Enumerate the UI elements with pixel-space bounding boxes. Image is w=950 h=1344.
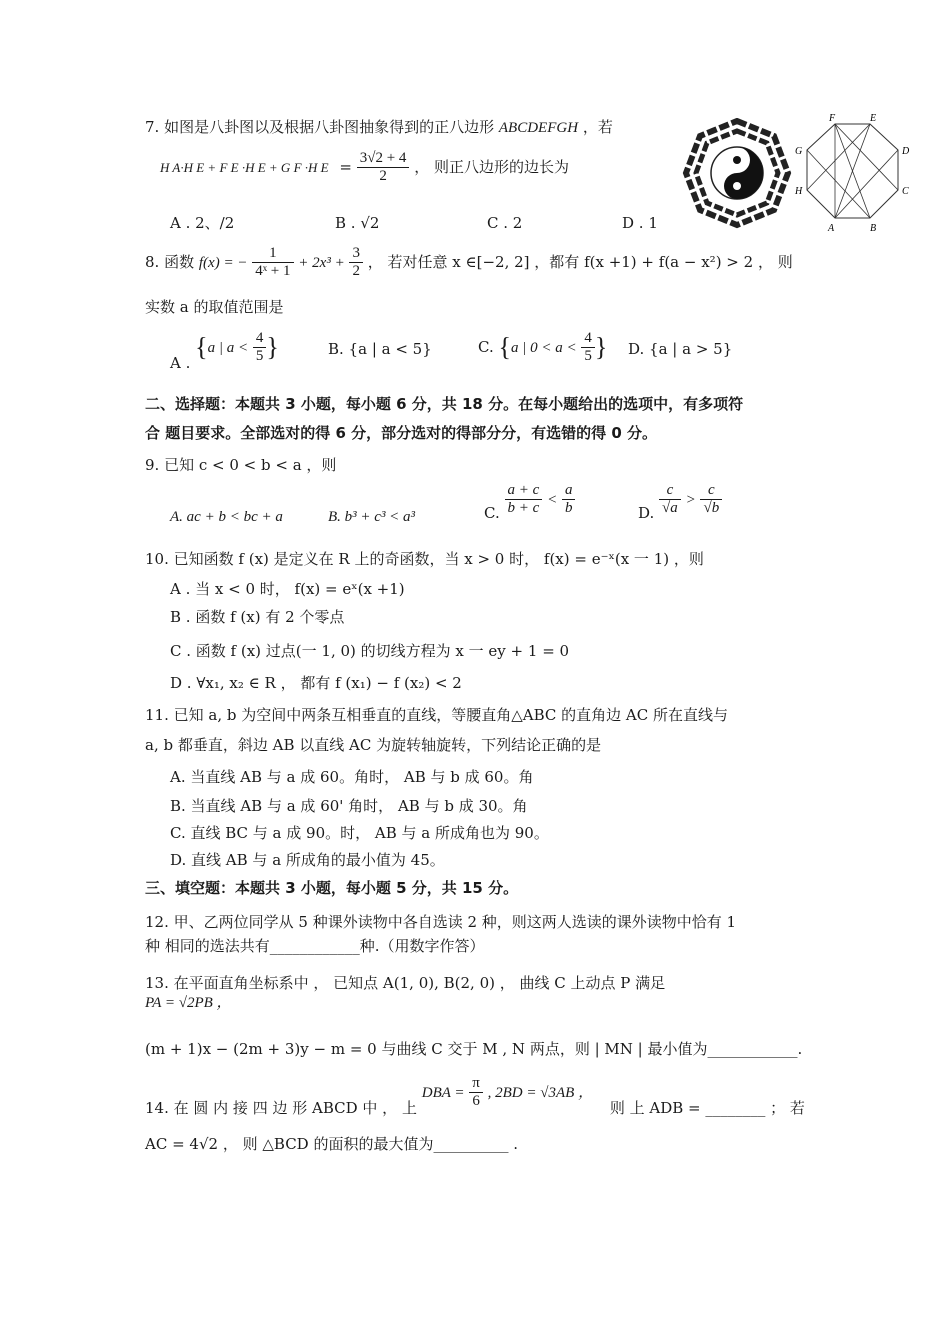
q11-line2: a, b 都垂直，斜边 AB 以直线 AC 为旋转轴旋转，下列结论正确的是	[145, 736, 602, 754]
octagon-label-d: D	[902, 146, 910, 157]
q14-line1: 14. 在 圆 内 接 四 边 形 ABCD 中 ， 上 DBA = $\frac{\pi}{6}$ , 2BD = √3AB ， 则 上 ADB = ________ ； 若	[145, 1075, 805, 1117]
q11-option-c: C. 直线 BC 与 a 成 90。时， AB 与 a 所成角也为 90。	[170, 824, 549, 842]
q10-stem: 10. 已知函数 f (x) 是定义在 R 上的奇函数，当 x > 0 时， f(x) = e⁻ˣ(x 一 1) ，则	[145, 550, 704, 568]
q10-option-b: B . 函数 f (x) 有 2 个零点	[170, 608, 345, 626]
q9-option-b: B. b³ + c³ < a³	[328, 509, 416, 525]
q9-option-a: A. ac + b < bc + a	[170, 509, 283, 525]
bagua-figure	[682, 118, 792, 233]
q13-line1: 13. 在平面直角坐标系中 ， 已知点 A(1, 0), B(2, 0) ， 曲线 C 上动点 P 满足	[145, 974, 666, 992]
q10-option-c: C . 函数 f (x) 过点(一 1, 0) 的切线方程为 x 一 ey + 1 = 0	[170, 642, 570, 660]
q9-option-c: C. $\frac{a + c}{b + c}$ < $\frac{a}{b}$	[484, 482, 575, 518]
q8-line2: 实数 a 的取值范围是	[145, 298, 284, 316]
octagon-label-f: F	[829, 113, 836, 124]
octagon-label-e: E	[870, 113, 877, 124]
q11-option-d: D. 直线 AB 与 a 所成角的最小值为 45。	[170, 851, 445, 869]
q13-line3: (m + 1)x − (2m + 3)y − m = 0 与曲线 C 交于 M , N 两点，则 | MN | 最小值为____________.	[145, 1040, 803, 1058]
octagon-label-b: B	[870, 223, 877, 234]
octagon-figure	[790, 112, 920, 237]
octagon-label-g: G	[795, 146, 803, 157]
q8-line1: 8. 函数 f(x) = − $\frac{1}{\text{4ˣ + 1}}$ + 2x³ + $\frac{3}{2}$ ， 若对任意 x ∈[−2, 2] ，都有 f(x +1) + f(a − x²) > 2 ， 则	[145, 245, 793, 280]
q7-option-d: D . 1	[622, 214, 658, 232]
q8-option-a: A . {a | a < $\frac{4}{5}$ }	[170, 330, 279, 372]
q7-option-a: A . 2、/2	[170, 214, 235, 232]
section2-heading-line1: 二、选择题：本题共 3 小题，每小题 6 分，共 18 分。在每小题给出的选项中，有多项符	[145, 395, 744, 413]
q10-option-a: A . 当 x < 0 时， f(x) = eˣ(x +1)	[170, 580, 405, 598]
q11-line1: 11. 已知 a, b 为空间中两条互相垂直的直线，等腰直角△ABC 的直角边 AC 所在直线与	[145, 706, 729, 724]
q10-option-d: D . ∀x₁, x₂ ∈ R ， 都有 f (x₁) − f (x₂) < 2	[170, 674, 462, 692]
section3-heading: 三、填空题：本题共 3 小题，每小题 5 分，共 15 分。	[145, 879, 519, 897]
q7-line1: 7. 如图是八卦图以及根据八卦图抽象得到的正八边形 ABCDEFGH ，若	[145, 118, 613, 136]
q8-option-d: D. {a | a > 5}	[628, 340, 733, 358]
octagon-label-c: C	[902, 186, 909, 197]
q11-option-b: B. 当直线 AB 与 a 成 60' 角时， AB 与 b 成 30。角	[170, 797, 528, 815]
q9-stem: 9. 已知 c < 0 < b < a ，则	[145, 456, 337, 474]
q12-line1: 12. 甲、乙两位同学从 5 种课外读物中各自选读 2 种，则这两人选读的课外读物中恰有 1	[145, 913, 737, 931]
q12-line2: 种 相同的选法共有____________种.（用数字作答）	[145, 937, 485, 955]
q7-fraction: $\frac{3√2 + 4}{2}$	[357, 150, 410, 186]
q7-vector-expression: H A·H E + F E ·H E + G F ·H E	[160, 159, 329, 175]
q14-line2: AC = 4√2 ， 则 △BCD 的面积的最大值为__________ .	[145, 1135, 519, 1153]
q13-line2: PA = √2PB ，	[145, 995, 232, 1011]
octagon-name: ABCDEFGH	[498, 120, 579, 136]
section2-heading-line2: 合 题目要求。全部选对的得 6 分，部分选对的得部分分，有选错的得 0 分。	[145, 424, 657, 442]
q7-vector-line: H A·H E + F E ·H E + G F ·H E = $\frac{3√2 + 4}{2}$ ， 则正八边形的边长为	[160, 150, 569, 185]
octagon-label-h: H	[795, 186, 803, 197]
q7-option-b: B . √2	[335, 214, 380, 232]
q9-option-d: D. $\frac{c}{√a}$ > $\frac{c}{√b}$	[638, 482, 722, 518]
q8-option-b: B. {a | a < 5}	[328, 340, 432, 358]
q8-option-c: C. {a | 0 < a < $\frac{4}{5}$ }	[478, 330, 608, 365]
q7-option-c: C . 2	[487, 214, 523, 232]
q11-option-a: A. 当直线 AB 与 a 成 60。角时， AB 与 b 成 60。角	[170, 768, 534, 786]
octagon-label-a: A	[828, 223, 835, 234]
